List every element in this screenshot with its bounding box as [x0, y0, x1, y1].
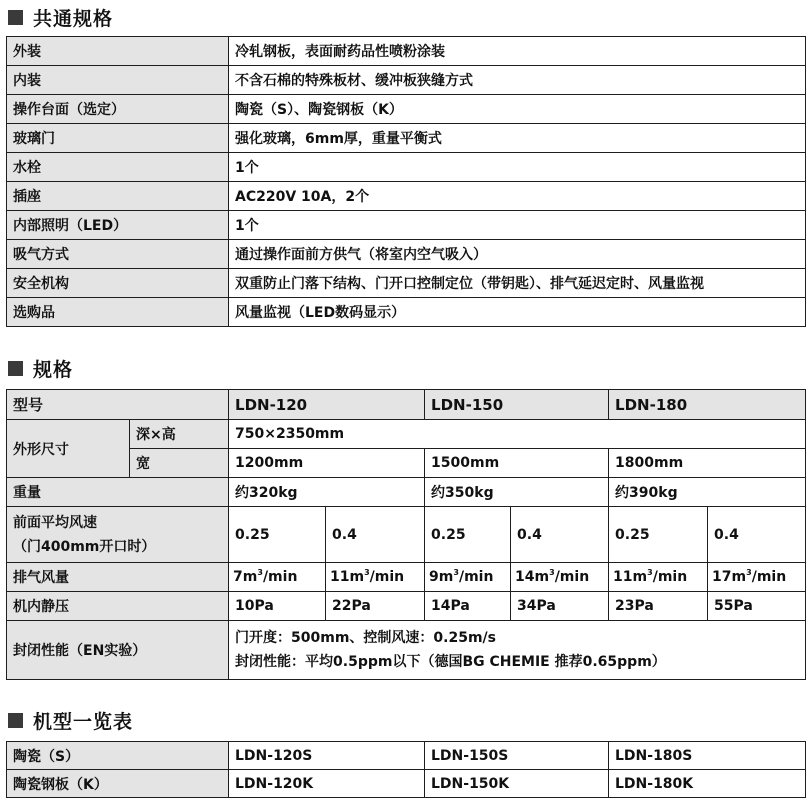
pressure-cell: 34Pa	[511, 592, 609, 621]
airspeed-label	[7, 507, 229, 563]
dims-label: 外形尺寸	[7, 420, 130, 478]
pressure-label: 机内静压	[7, 592, 229, 621]
spec-value: 陶瓷（S）、陶瓷钢板（K）	[229, 95, 806, 124]
exhaust-number: 17	[712, 569, 732, 585]
table-row	[7, 182, 806, 211]
model-code-cell: LDN-150K	[425, 770, 609, 798]
section-heading-model-list	[6, 707, 133, 733]
table-row	[7, 478, 806, 507]
table-row	[7, 420, 806, 449]
exhaust-unit-m: m	[731, 569, 747, 585]
airspeed-cell: 0.25	[229, 507, 326, 563]
exhaust-number: 14	[515, 569, 535, 585]
table-row	[7, 153, 806, 182]
pressure-cell: 14Pa	[425, 592, 511, 621]
table-row	[7, 390, 806, 420]
table-row	[7, 621, 806, 680]
model-code-cell: LDN-180S	[609, 742, 806, 770]
width-cell: 1500mm	[425, 449, 609, 478]
table-row	[7, 298, 806, 327]
spec-label: 外装	[7, 37, 229, 66]
width-label: 宽	[130, 449, 229, 478]
spec-label: 吸气方式	[7, 240, 229, 269]
exhaust-cell	[229, 563, 326, 592]
exhaust-unit-m: m	[349, 569, 365, 585]
weight-cell: 约390kg	[609, 478, 806, 507]
exhaust-unit-m: m	[534, 569, 550, 585]
airspeed-label-line: 前面平均风速	[13, 514, 97, 531]
exhaust-number: 7	[233, 569, 243, 585]
exhaust-unit-m: m	[438, 569, 454, 585]
spec-value: 双重防止门落下结构、门开口控制定位（带钥匙）、排气延迟定时、风量监视	[229, 269, 806, 298]
airspeed-label-line: （门400mm开口时）	[13, 538, 156, 555]
airspeed-cell: 0.4	[511, 507, 609, 563]
spec-label: 内部照明（LED）	[7, 211, 229, 240]
exhaust-cell	[708, 563, 806, 592]
spec-value: 1个	[229, 153, 806, 182]
model-code-cell: LDN-120S	[229, 742, 425, 770]
square-bullet-icon	[8, 713, 23, 728]
pressure-cell: 10Pa	[229, 592, 326, 621]
section-title: 机型一览表	[33, 710, 134, 733]
depth-height-label: 深×高	[130, 420, 229, 449]
section-title: 规格	[33, 358, 74, 381]
spec-value: 风量监视（LED数码显示）	[229, 298, 806, 327]
pressure-cell: 55Pa	[708, 592, 806, 621]
exhaust-cell	[609, 563, 708, 592]
spec-value: 通过操作面前方供气（将室内空气吸入）	[229, 240, 806, 269]
table-row	[7, 240, 806, 269]
model-cell: LDN-150	[425, 390, 609, 420]
airspeed-cell: 0.4	[708, 507, 806, 563]
section-heading-common-spec	[6, 4, 113, 30]
weight-cell: 约320kg	[229, 478, 425, 507]
airspeed-cell: 0.25	[609, 507, 708, 563]
exhaust-unit-sup: 3	[647, 568, 653, 577]
exhaust-unit-sup: 3	[746, 568, 752, 577]
exhaust-unit-rest: /min	[652, 569, 688, 585]
model-list-label: 陶瓷钢板（K）	[7, 770, 229, 798]
spec-label: 内装	[7, 66, 229, 95]
model-label: 型号	[7, 390, 229, 420]
table-row	[7, 66, 806, 95]
exhaust-unit-m: m	[242, 569, 258, 585]
exhaust-unit-sup: 3	[549, 568, 555, 577]
table-row	[7, 563, 806, 592]
exhaust-unit-m: m	[632, 569, 648, 585]
spec-value: 冷轧钢板，表面耐药品性喷粉涂装	[229, 37, 806, 66]
seal-line: 门开度：500mm、控制风速：0.25m/s	[235, 630, 496, 646]
width-cell: 1200mm	[229, 449, 425, 478]
weight-cell: 约350kg	[425, 478, 609, 507]
exhaust-unit-rest: /min	[458, 569, 494, 585]
exhaust-unit-rest: /min	[751, 569, 787, 585]
exhaust-unit-sup: 3	[453, 568, 459, 577]
spec-value: AC220V 10A，2个	[229, 182, 806, 211]
exhaust-unit-sup: 3	[257, 568, 263, 577]
weight-label: 重量	[7, 478, 229, 507]
depth-height-value: 750×2350mm	[229, 420, 806, 449]
spec-label: 水栓	[7, 153, 229, 182]
seal-line: 封闭性能：平均0.5ppm以下（德国BG CHEMIE 推荐0.65ppm）	[235, 654, 666, 670]
square-bullet-icon	[8, 10, 23, 25]
table-row	[7, 95, 806, 124]
table-row	[7, 770, 806, 798]
model-list-table	[6, 741, 806, 798]
spec-table	[6, 389, 806, 680]
exhaust-number: 11	[330, 569, 350, 585]
seal-value	[229, 621, 806, 680]
spec-label: 玻璃门	[7, 124, 229, 153]
section-title: 共通规格	[33, 7, 114, 30]
square-bullet-icon	[8, 361, 23, 376]
spec-label: 操作台面（选定）	[7, 95, 229, 124]
pressure-cell: 23Pa	[609, 592, 708, 621]
exhaust-cell	[425, 563, 511, 592]
exhaust-unit-rest: /min	[554, 569, 590, 585]
section-heading-spec	[6, 355, 73, 381]
seal-label: 封闭性能（EN实验）	[7, 621, 229, 680]
exhaust-number: 11	[613, 569, 633, 585]
airspeed-cell: 0.4	[326, 507, 425, 563]
exhaust-number: 9	[429, 569, 439, 585]
width-cell: 1800mm	[609, 449, 806, 478]
model-cell: LDN-180	[609, 390, 806, 420]
table-row	[7, 742, 806, 770]
spec-value: 1个	[229, 211, 806, 240]
exhaust-label: 排气风量	[7, 563, 229, 592]
table-row	[7, 211, 806, 240]
spec-value: 强化玻璃，6mm厚，重量平衡式	[229, 124, 806, 153]
airspeed-cell: 0.25	[425, 507, 511, 563]
model-code-cell: LDN-180K	[609, 770, 806, 798]
model-code-cell: LDN-120K	[229, 770, 425, 798]
exhaust-unit-rest: /min	[262, 569, 298, 585]
exhaust-unit-sup: 3	[364, 568, 370, 577]
exhaust-unit-rest: /min	[369, 569, 405, 585]
table-row	[7, 269, 806, 298]
spec-label: 选购品	[7, 298, 229, 327]
model-cell: LDN-120	[229, 390, 425, 420]
spec-label: 插座	[7, 182, 229, 211]
common-spec-table	[6, 36, 806, 327]
model-list-label: 陶瓷（S）	[7, 742, 229, 770]
table-row	[7, 507, 806, 563]
spec-value: 不含石棉的特殊板材、缓冲板狭缝方式	[229, 66, 806, 95]
pressure-cell: 22Pa	[326, 592, 425, 621]
exhaust-cell	[326, 563, 425, 592]
table-row	[7, 592, 806, 621]
exhaust-cell	[511, 563, 609, 592]
table-row	[7, 37, 806, 66]
model-code-cell: LDN-150S	[425, 742, 609, 770]
spec-label: 安全机构	[7, 269, 229, 298]
table-row	[7, 124, 806, 153]
